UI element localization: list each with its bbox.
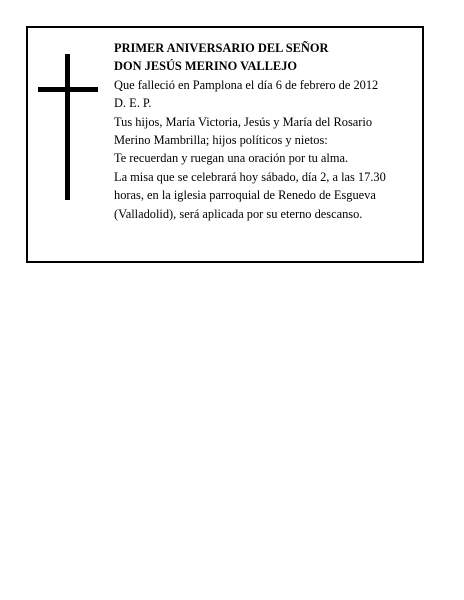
cross-horizontal-bar [38, 87, 98, 92]
notice-body-line-3: Tus hijos, María Victoria, Jesús y María del Rosario [114, 114, 373, 129]
notice-body-line-5: Te recuerdan y ruegan una oración por tu alma. [114, 151, 349, 166]
obituary-notice [26, 26, 424, 263]
notice-body-line-1: Que falleció en Pamplona el día 6 de febrero de 2012 [114, 77, 379, 92]
notice-body-line-4: Merino Mambrilla; hijos políticos y nietos: [114, 133, 328, 148]
notice-heading-line-2: DON JESÚS MERINO VALLEJO [114, 59, 298, 74]
cross-vertical-bar [65, 54, 70, 200]
notice-heading-line-1: PRIMER ANIVERSARIO DEL SEÑOR [114, 41, 329, 55]
cross-icon [38, 54, 98, 200]
notice-body-line-7: horas, en la iglesia parroquial de Renedo de Esgueva [114, 188, 376, 203]
notice-text [114, 39, 419, 223]
notice-body-line-6: La misa que se celebrará hoy sábado, día 2, a las 17.30 [114, 169, 386, 184]
notice-body-line-8: (Valladolid), será aplicada por su eterno descanso. [114, 206, 363, 221]
notice-body-line-2: D. E. P. [114, 96, 152, 111]
